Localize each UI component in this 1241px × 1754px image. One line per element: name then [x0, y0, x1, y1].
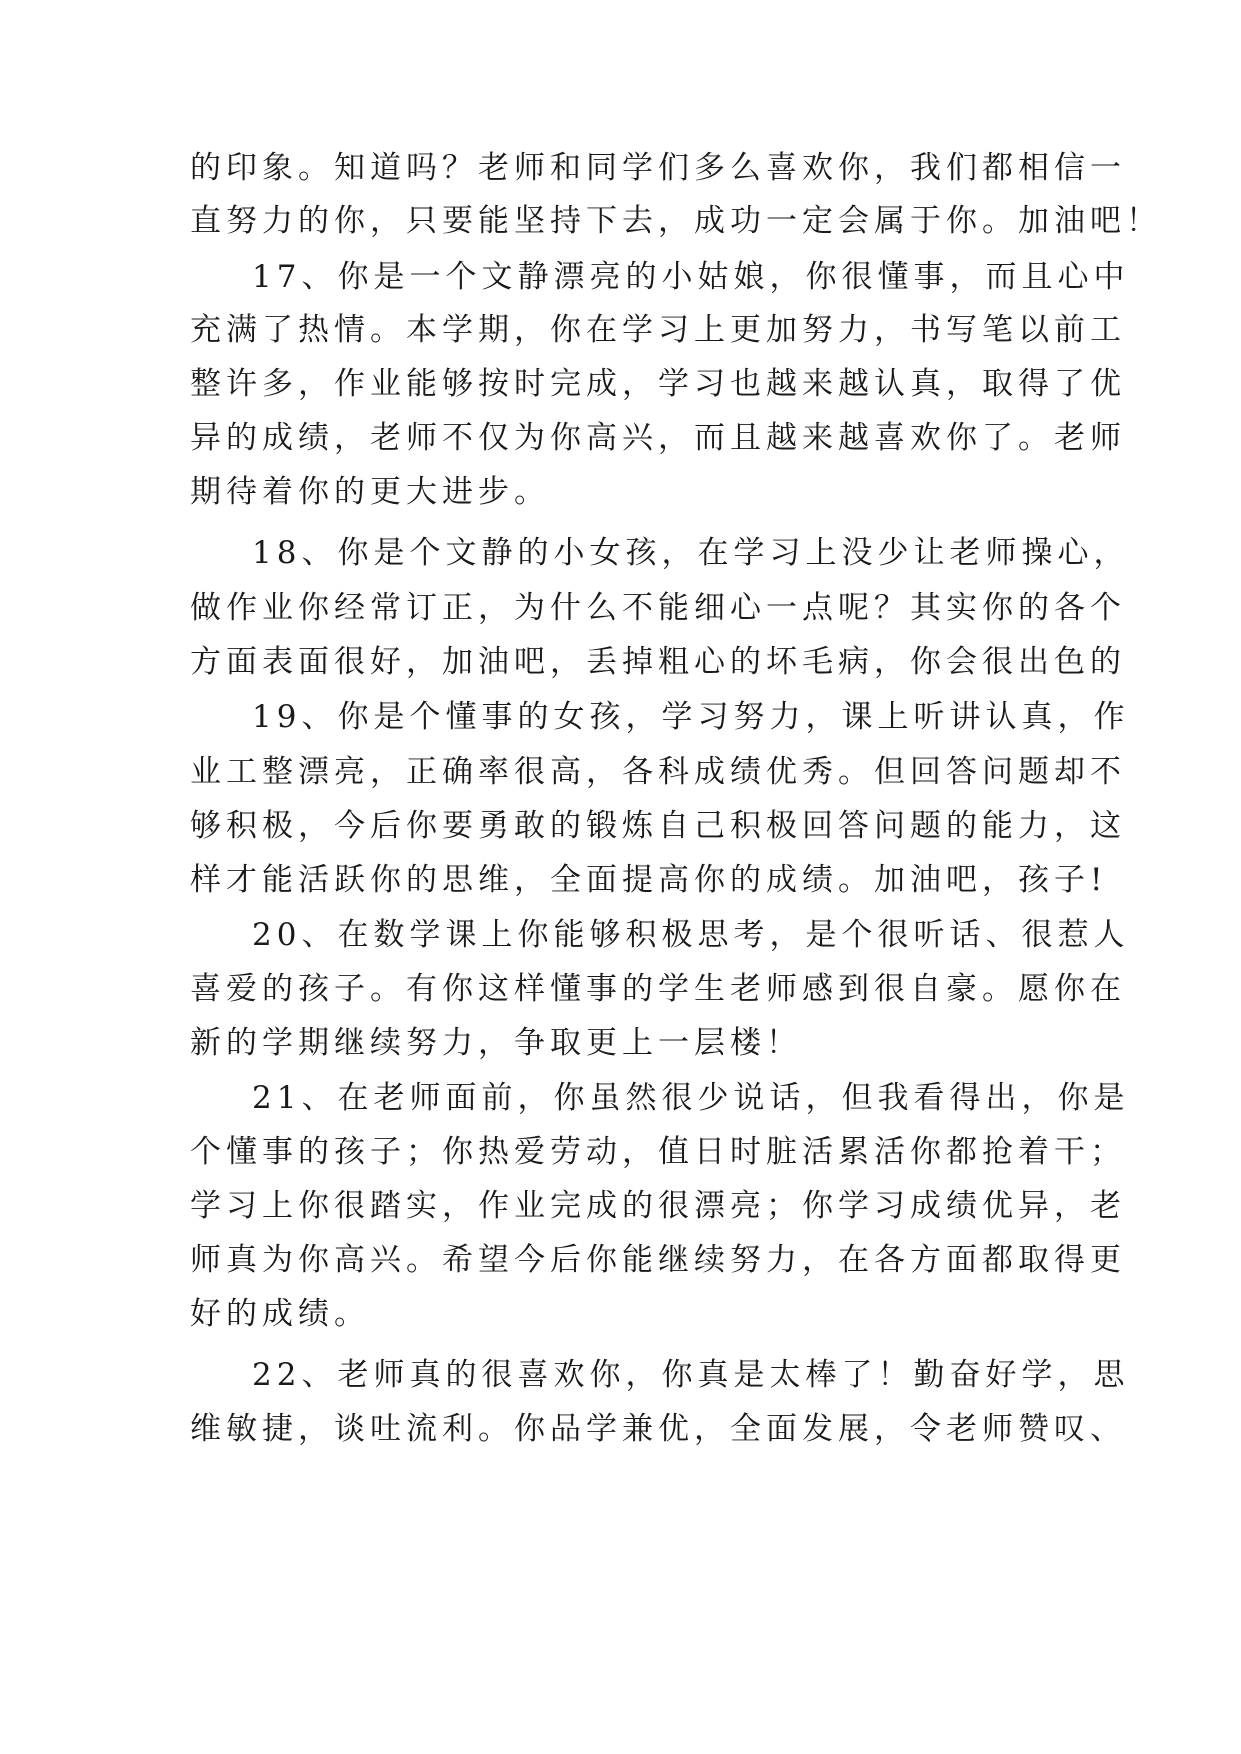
text-line: 够积极，今后你要勇敢的锻炼自己积极回答问题的能力，这	[190, 808, 1126, 844]
text-line: 异的成绩，老师不仅为你高兴，而且越来越喜欢你了。老师	[190, 420, 1126, 456]
paragraph-19-start: 19、你是个懂事的女孩，学习努力，课上听讲认真，作	[252, 699, 1130, 735]
text-line: 方面表面很好，加油吧，丢掉粗心的坏毛病，你会很出色的	[190, 644, 1126, 680]
text-line: 个懂事的孩子；你热爱劳动，值日时脏活累活你都抢着干；	[190, 1134, 1126, 1170]
text-line: 师真为你高兴。希望今后你能继续努力，在各方面都取得更	[190, 1242, 1126, 1278]
paragraph-20-start: 20、在数学课上你能够积极思考，是个很听话、很惹人	[252, 917, 1130, 953]
paragraph-18-start: 18、你是个文静的小女孩，在学习上没少让老师操心，	[252, 535, 1130, 571]
text-line: 学习上你很踏实，作业完成的很漂亮；你学习成绩优异，老	[190, 1188, 1126, 1224]
text-line: 喜爱的孩子。有你这样懂事的学生老师感到很自豪。愿你在	[190, 971, 1126, 1007]
paragraph-22-start: 22、老师真的很喜欢你，你真是太棒了！勤奋好学，思	[252, 1357, 1130, 1393]
text-line: 业工整漂亮，正确率很高，各科成绩优秀。但回答问题却不	[190, 754, 1126, 790]
text-line: 维敏捷，谈吐流利。你品学兼优，全面发展，令老师赞叹、	[190, 1411, 1126, 1447]
text-line: 好的成绩。	[190, 1296, 370, 1332]
text-line: 样才能活跃你的思维，全面提高你的成绩。加油吧，孩子!	[190, 862, 1108, 898]
text-line: 做作业你经常订正，为什么不能细心一点呢？其实你的各个	[190, 590, 1126, 626]
text-line: 充满了热情。本学期，你在学习上更加努力，书写笔以前工	[190, 312, 1126, 348]
text-line: 整许多，作业能够按时完成，学习也越来越认真，取得了优	[190, 366, 1126, 402]
text-line: 新的学期继续努力，争取更上一层楼！	[190, 1025, 802, 1061]
text-line: 期待着你的更大进步。	[190, 474, 550, 510]
text-line: 的印象。知道吗？老师和同学们多么喜欢你，我们都相信一	[190, 150, 1126, 186]
paragraph-21-start: 21、在老师面前，你虽然很少说话，但我看得出，你是	[252, 1080, 1130, 1116]
paragraph-17-start: 17、你是一个文静漂亮的小姑娘，你很懂事，而且心中	[252, 259, 1130, 295]
text-line: 直努力的你，只要能坚持下去，成功一定会属于你。加油吧！	[190, 203, 1162, 239]
